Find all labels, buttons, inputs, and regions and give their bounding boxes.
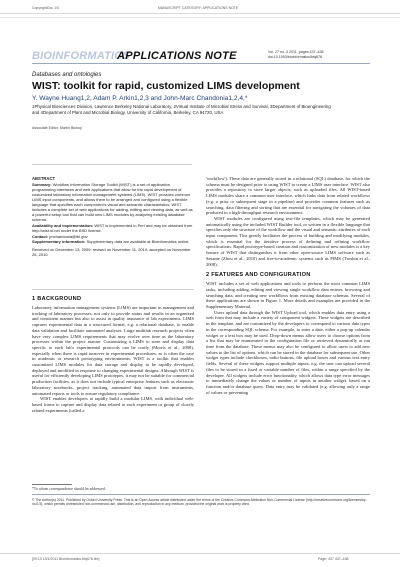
features-paragraph-2: Users upload data through the WIST Upload tool, which enables data entry using a web form that may include a variety of component widgets. These widgets are described in the template, and are customized by the developers to correspond to various data types in the corresponding SQL schema. For example, to enter a date, either a pop-up calendar widget or a text box may be used. Drop-down menus allow users to choose options from a list that may be enumerated in the configuration file or retrieved dynamically at run time from the database. These menus may also be configured to allow users to add new values to the list of options, which can be stored in the database for subsequent use. Other widget types include checkboxes, radio buttons, file upload boxes and various text entry fields. Several of these widgets support multiple inputs, e.g. the user can upload several files to be stored in a fixed or variable number of files, within a range specified by the developer. All widgets include error functionality, which allows data type error messages to immediately change the values or number of inputs in another widget, based on a function and/or database query. Data entry may be validated (e.g. allowing only a range of values or preventing bbox=[206, 309, 370, 395]
features-body bbox=[206, 281, 370, 395]
abstract-top-rule bbox=[32, 164, 192, 165]
banner-rule bbox=[32, 63, 370, 64]
running-header-left: CopyrightDoc 1/4 bbox=[32, 6, 59, 10]
abstract-bottom-rule bbox=[32, 289, 194, 290]
contact-email[interactable]: jmchandonia@lbl.gov bbox=[49, 233, 88, 239]
paper-title: WIST: toolkit for rapid, customized LIMS development bbox=[32, 80, 300, 92]
doi-line: doi:10.1093/bioinformatics/btq676 bbox=[268, 54, 322, 59]
running-header-center: MANUSCRIPT CATEGORY: APPLICATIONS NOTE bbox=[158, 6, 239, 10]
supp-text: Supplementary data are available at Bioinformatics online. bbox=[86, 239, 190, 245]
journal-name: BIOINFORMATICS bbox=[32, 50, 130, 62]
author-list: Y. Wayne Huang1,2, Adam P. Arkin1,2,3 and John-Marc Chandonia1,2,4,* bbox=[32, 95, 248, 102]
workflow-body bbox=[206, 176, 370, 267]
left-column bbox=[32, 296, 194, 413]
availability-text: WIST is implemented in Perl and may be obtained from http://wist.sf.net under the BSD license. bbox=[32, 222, 193, 233]
supp-label: Supplementary information: bbox=[32, 239, 86, 245]
page-footer-left: [09:13 13/1/2011 Bioinformatics-btq676.tex] bbox=[32, 557, 100, 561]
page-footer-right: Page: 437 437–438 bbox=[318, 557, 349, 561]
workflow-paragraph-2: WIST modules are configured using text-file templates, which may be generated automatically using the included WIST Builder tool, or written in a flexible language that specifies only the structure of the workflow and the visual and semantic attributes of each input component. This greatly facilitates the process of building and modifying modules, which is essential for the iterative process of defining and refining workflow specifications. Rapid prototype-based creation and customization of new modules is a key feature of WIST that distinguishes it from other open-source LIMS software such as Sesame (Zhou et al., 2010) and free-to-academic systems such as PIMS (Troshin et al., 2008). bbox=[206, 215, 370, 267]
abstract-availability bbox=[32, 223, 194, 233]
associate-editor: Associate Editor: Martin Bishop bbox=[32, 126, 82, 130]
footnote-rule bbox=[32, 484, 72, 485]
abstract-contact bbox=[32, 234, 194, 239]
abstract bbox=[32, 176, 194, 258]
copyright-rule bbox=[32, 494, 370, 495]
availability-label: Availability and implementation: bbox=[32, 222, 94, 228]
copyright-notice: © The Author(s) 2011. Published by Oxford University Press. This is an Open Access article distributed under the terms of the Creative Commons Attribution Non-Commercial License (http://creativecommons.org/licenses/by-nc/2.5), which permits unrestricted non-commercial use, distribution, and reproduction in any medium, provided the original work is properly cited. bbox=[32, 498, 367, 507]
affiliations: 1Physical Biosciences Division, Lawrence Berkeley National Laboratory, 2Virtual Institute of Microbial Stress and Survival, 3Department of Bioengineering and 4Department of Plant and Microbial Biology, University of California, Berkeley, CA 94720, USA bbox=[32, 104, 331, 115]
abstract-heading: ABSTRACT bbox=[32, 176, 56, 181]
workflow-paragraph-1: 'workflow'). These data are generally stored in a relational (SQL) database, for which the schema must be designed prior to using WIST to create a LIMS user interface. WIST also provides a repository to store larger objects, such as uploaded files. All WIST-based LIMS modules share a common user interface, which links data from related workflows (e.g. a prior or subsequent stage in a pipeline) and provides common features such as searching, data filtering and sorting that are essential for navigating the volumes of data produced in a high-throughput research environment. bbox=[206, 176, 370, 216]
volume-line: Vol. 27 no. 3 2011, pages 437–438 bbox=[268, 50, 324, 54]
background-paragraph-2: WIST enables developers to rapidly build a modular LIMS, with individual web-based forms to capture and display data related to each experiment or group of closely related experiments (called a bbox=[32, 396, 194, 413]
received-dates: Received on December 13, 2009; revised on November 11, 2010; accepted on November 26, 2010 bbox=[32, 247, 191, 258]
contact-label: Contact: bbox=[32, 233, 49, 239]
summary-text: Workflow Information Storage Toolkit (WIST) is a set of application programming interfaces and web applications that allow for the rapid development of customized laboratory information management systems (LIMS). WIST provides common LIMS input components, and allows them to be arranged and configured using a flexible language that specifies each component's visual and semantic characteristics. WIST includes a complete set of web applications for adding, editing and viewing data, as well as a powerful setup tool that can build new LIMS modules by analyzing existing database schema. bbox=[32, 182, 193, 223]
right-column bbox=[206, 176, 370, 395]
header-divider bbox=[0, 13, 400, 14]
abstract-supplementary bbox=[32, 239, 194, 244]
summary-label: Summary: bbox=[32, 182, 52, 188]
abstract-summary bbox=[32, 182, 194, 222]
background-heading: 1 BACKGROUND bbox=[32, 296, 82, 302]
section-label: Databases and ontologies bbox=[32, 72, 102, 78]
volume-info bbox=[268, 50, 378, 59]
background-paragraph-1: Laboratory information management systems (LIMS) are important in management and tracking of laboratory processes, not only to provide status and results in an organized and consistent manner but also to assist in quality assurance of lab experiments. LIMS captures experimental data in a structured format, e.g. a relational database, to enable data validation and facilitate automated analyses. Large multilab research projects often have very complex LIMS requirements that may evolve over time as the laboratory processes within the project mature. Customizing a LIMS to store and display data specific to each lab's experimental protocols can be costly (Morris et al., 2008), especially when there is rapid turnover in experimental procedures, as is often the case in academic or research prototyping environments. WIST is a toolkit that enables customized LIMS modules for data storage and display to be rapidly developed, deployed and modified in response to changing experimental designs. Although WIST is useful for efficiently developing LIMS prototypes, it may not be suitable for commercial production facilities, as it does not include typical enterprise features such as electronic laboratory notebooks, project tracking, automated data import from instruments, automated reports or tools to ensure regulatory compliance. bbox=[32, 305, 194, 396]
footer-divider bbox=[0, 553, 400, 554]
header-divider-secondary bbox=[0, 17, 400, 18]
features-paragraph-1: WIST includes a set of web applications and tools to perform the most common LIMS tasks, including adding, editing and viewing single workflow data entries, browsing and searching data, and creating new workflows from existing database schemas. Several of these applications are shown in Figure 1. More details and examples are provided in the Supplementary Material. bbox=[206, 281, 370, 310]
background-body bbox=[32, 305, 194, 413]
article-type: APPLICATIONS NOTE bbox=[117, 50, 237, 62]
features-heading: 2 FEATURES AND CONFIGURATION bbox=[206, 272, 311, 279]
correspondence-footnote: *To whom correspondence should be addressed. bbox=[32, 487, 106, 491]
